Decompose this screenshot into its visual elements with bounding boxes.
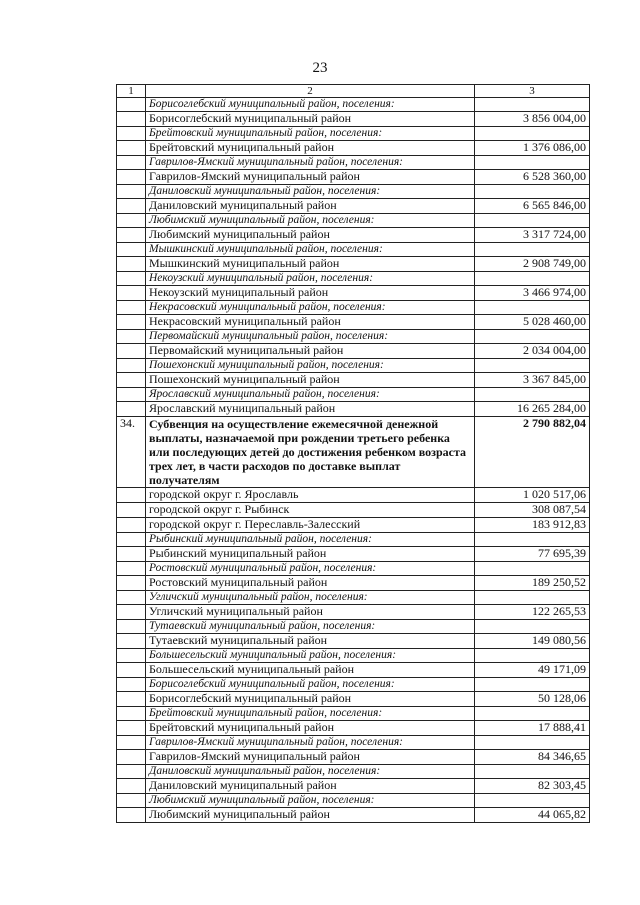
amount-cell	[475, 707, 590, 721]
name-cell: Даниловский муниципальный район	[146, 199, 475, 214]
amount-cell: 3 856 004,00	[475, 112, 590, 127]
table-row	[117, 503, 590, 518]
group-row	[117, 765, 590, 779]
table-row	[117, 170, 590, 185]
table-row	[117, 141, 590, 156]
row-number-cell	[117, 170, 146, 185]
header-col-2: 2	[146, 85, 475, 98]
name-cell: Первомайский муниципальный район	[146, 344, 475, 359]
group-name-cell: Гаврилов-Ямский муниципальный район, поселения:	[146, 736, 475, 750]
row-number-cell	[117, 533, 146, 547]
amount-cell: 49 171,09	[475, 663, 590, 678]
row-number-cell	[117, 141, 146, 156]
amount-cell: 6 565 846,00	[475, 199, 590, 214]
name-cell: Борисоглебский муниципальный район	[146, 692, 475, 707]
row-number-cell	[117, 649, 146, 663]
group-name-cell: Некрасовский муниципальный район, поселения:	[146, 301, 475, 315]
amount-cell	[475, 620, 590, 634]
row-number-cell	[117, 634, 146, 649]
group-name-cell: Гаврилов-Ямский муниципальный район, поселения:	[146, 156, 475, 170]
amount-cell	[475, 533, 590, 547]
row-number-cell	[117, 794, 146, 808]
group-row	[117, 562, 590, 576]
table-row	[117, 344, 590, 359]
name-cell: городской округ г. Рыбинск	[146, 503, 475, 518]
header-col-3: 3	[475, 85, 590, 98]
amount-cell	[475, 359, 590, 373]
name-cell: Некоузский муниципальный район	[146, 286, 475, 301]
name-cell: городской округ г. Переславль-Залесский	[146, 518, 475, 533]
name-cell: Ярославский муниципальный район	[146, 402, 475, 417]
amount-cell: 77 695,39	[475, 547, 590, 562]
row-number-cell	[117, 692, 146, 707]
row-number-cell	[117, 605, 146, 620]
table-row	[117, 547, 590, 562]
group-row	[117, 736, 590, 750]
group-name-cell: Некоузский муниципальный район, поселения:	[146, 272, 475, 286]
row-number-cell	[117, 503, 146, 518]
group-row	[117, 272, 590, 286]
group-row	[117, 127, 590, 141]
row-number-cell	[117, 272, 146, 286]
table-row	[117, 692, 590, 707]
row-number-cell	[117, 736, 146, 750]
name-cell: Субвенция на осуществление ежемесячной денежной выплаты, назначаемой при рождении третьего ребенка или последующих детей до достижения ребенком возраста трех лет, в части расходов по доставке выплат получателям	[146, 417, 475, 488]
row-number-cell	[117, 127, 146, 141]
group-name-cell: Брейтовский муниципальный район, поселения:	[146, 127, 475, 141]
name-cell: Брейтовский муниципальный район	[146, 141, 475, 156]
amount-cell: 308 087,54	[475, 503, 590, 518]
group-row	[117, 707, 590, 721]
row-number-cell	[117, 707, 146, 721]
amount-cell: 149 080,56	[475, 634, 590, 649]
group-name-cell: Первомайский муниципальный район, поселения:	[146, 330, 475, 344]
amount-cell	[475, 127, 590, 141]
amount-cell	[475, 243, 590, 257]
group-name-cell: Рыбинский муниципальный район, поселения:	[146, 533, 475, 547]
amount-cell: 44 065,82	[475, 808, 590, 823]
amount-cell	[475, 678, 590, 692]
name-cell: Угличский муниципальный район	[146, 605, 475, 620]
group-row	[117, 678, 590, 692]
group-name-cell: Мышкинский муниципальный район, поселения:	[146, 243, 475, 257]
name-cell: Большесельский муниципальный район	[146, 663, 475, 678]
amount-cell: 189 250,52	[475, 576, 590, 591]
amount-cell: 122 265,53	[475, 605, 590, 620]
row-number-cell	[117, 228, 146, 243]
group-row	[117, 533, 590, 547]
row-number-cell	[117, 199, 146, 214]
name-cell: Гаврилов-Ямский муниципальный район	[146, 170, 475, 185]
amount-cell	[475, 794, 590, 808]
row-number-cell	[117, 286, 146, 301]
name-cell: Тутаевский муниципальный район	[146, 634, 475, 649]
row-number-cell	[117, 214, 146, 228]
amount-cell	[475, 330, 590, 344]
amount-cell	[475, 765, 590, 779]
group-row	[117, 243, 590, 257]
amount-cell	[475, 272, 590, 286]
name-cell: Даниловский муниципальный район	[146, 779, 475, 794]
name-cell: Любимский муниципальный район	[146, 228, 475, 243]
amount-cell: 3 317 724,00	[475, 228, 590, 243]
amount-cell: 1 376 086,00	[475, 141, 590, 156]
amount-cell: 2 790 882,04	[475, 417, 590, 488]
amount-cell: 84 346,65	[475, 750, 590, 765]
table-row	[117, 402, 590, 417]
row-number-cell	[117, 388, 146, 402]
amount-cell	[475, 301, 590, 315]
table-row	[117, 112, 590, 127]
group-name-cell: Любимский муниципальный район, поселения:	[146, 794, 475, 808]
group-row	[117, 156, 590, 170]
section-row	[117, 417, 590, 488]
amount-cell	[475, 388, 590, 402]
amount-cell	[475, 185, 590, 199]
row-number-cell	[117, 373, 146, 388]
amount-cell: 50 128,06	[475, 692, 590, 707]
group-row	[117, 185, 590, 199]
row-number-cell	[117, 488, 146, 503]
table-row	[117, 605, 590, 620]
row-number-cell	[117, 112, 146, 127]
row-number-cell	[117, 344, 146, 359]
table-row	[117, 488, 590, 503]
budget-table	[116, 84, 590, 823]
group-name-cell: Ростовский муниципальный район, поселения:	[146, 562, 475, 576]
name-cell: Любимский муниципальный район	[146, 808, 475, 823]
amount-cell: 6 528 360,00	[475, 170, 590, 185]
name-cell: Некрасовский муниципальный район	[146, 315, 475, 330]
name-cell: Борисоглебский муниципальный район	[146, 112, 475, 127]
amount-cell	[475, 562, 590, 576]
group-row	[117, 214, 590, 228]
group-row	[117, 359, 590, 373]
table-row	[117, 518, 590, 533]
row-number-cell	[117, 562, 146, 576]
amount-cell	[475, 156, 590, 170]
amount-cell: 16 265 284,00	[475, 402, 590, 417]
header-col-1: 1	[117, 85, 146, 98]
group-name-cell: Большесельский муниципальный район, поселения:	[146, 649, 475, 663]
row-number-cell	[117, 663, 146, 678]
row-number-cell	[117, 779, 146, 794]
table-row	[117, 315, 590, 330]
table-row	[117, 199, 590, 214]
table-row	[117, 228, 590, 243]
page-number: 23	[312, 60, 328, 76]
amount-cell	[475, 736, 590, 750]
row-number-cell	[117, 591, 146, 605]
row-number-cell	[117, 330, 146, 344]
group-name-cell: Борисоглебский муниципальный район, поселения:	[146, 98, 475, 112]
group-row	[117, 98, 590, 112]
group-name-cell: Любимский муниципальный район, поселения:	[146, 214, 475, 228]
group-row	[117, 620, 590, 634]
group-name-cell: Пошехонский муниципальный район, поселения:	[146, 359, 475, 373]
amount-cell	[475, 591, 590, 605]
row-number-cell: 34.	[117, 417, 146, 488]
group-name-cell: Ярославский муниципальный район, поселения:	[146, 388, 475, 402]
name-cell: Гаврилов-Ямский муниципальный район	[146, 750, 475, 765]
name-cell: городской округ г. Ярославль	[146, 488, 475, 503]
amount-cell: 82 303,45	[475, 779, 590, 794]
group-name-cell: Даниловский муниципальный район, поселения:	[146, 185, 475, 199]
table-row	[117, 808, 590, 823]
row-number-cell	[117, 678, 146, 692]
amount-cell	[475, 98, 590, 112]
row-number-cell	[117, 808, 146, 823]
row-number-cell	[117, 301, 146, 315]
row-number-cell	[117, 185, 146, 199]
row-number-cell	[117, 243, 146, 257]
group-name-cell: Тутаевский муниципальный район, поселения:	[146, 620, 475, 634]
row-number-cell	[117, 620, 146, 634]
table-row	[117, 634, 590, 649]
row-number-cell	[117, 518, 146, 533]
table-row	[117, 721, 590, 736]
amount-cell: 5 028 460,00	[475, 315, 590, 330]
group-row	[117, 649, 590, 663]
amount-cell: 3 367 845,00	[475, 373, 590, 388]
group-row	[117, 591, 590, 605]
row-number-cell	[117, 257, 146, 272]
table-row	[117, 286, 590, 301]
group-name-cell: Брейтовский муниципальный район, поселения:	[146, 707, 475, 721]
row-number-cell	[117, 576, 146, 591]
amount-cell: 183 912,83	[475, 518, 590, 533]
row-number-cell	[117, 315, 146, 330]
name-cell: Рыбинский муниципальный район	[146, 547, 475, 562]
row-number-cell	[117, 359, 146, 373]
table-row	[117, 779, 590, 794]
table-header-row	[117, 85, 590, 98]
table-row	[117, 750, 590, 765]
group-row	[117, 330, 590, 344]
amount-cell: 17 888,41	[475, 721, 590, 736]
amount-cell: 2 908 749,00	[475, 257, 590, 272]
row-number-cell	[117, 750, 146, 765]
table-row	[117, 373, 590, 388]
name-cell: Ростовский муниципальный район	[146, 576, 475, 591]
name-cell: Брейтовский муниципальный район	[146, 721, 475, 736]
group-name-cell: Угличский муниципальный район, поселения:	[146, 591, 475, 605]
table-row	[117, 576, 590, 591]
amount-cell: 1 020 517,06	[475, 488, 590, 503]
table-row	[117, 663, 590, 678]
group-row	[117, 301, 590, 315]
row-number-cell	[117, 765, 146, 779]
row-number-cell	[117, 98, 146, 112]
group-name-cell: Даниловский муниципальный район, поселения:	[146, 765, 475, 779]
amount-cell: 3 466 974,00	[475, 286, 590, 301]
amount-cell	[475, 214, 590, 228]
row-number-cell	[117, 547, 146, 562]
amount-cell	[475, 649, 590, 663]
row-number-cell	[117, 721, 146, 736]
row-number-cell	[117, 402, 146, 417]
name-cell: Мышкинский муниципальный район	[146, 257, 475, 272]
group-row	[117, 388, 590, 402]
name-cell: Пошехонский муниципальный район	[146, 373, 475, 388]
table-row	[117, 257, 590, 272]
row-number-cell	[117, 156, 146, 170]
group-row	[117, 794, 590, 808]
group-name-cell: Борисоглебский муниципальный район, поселения:	[146, 678, 475, 692]
amount-cell: 2 034 004,00	[475, 344, 590, 359]
